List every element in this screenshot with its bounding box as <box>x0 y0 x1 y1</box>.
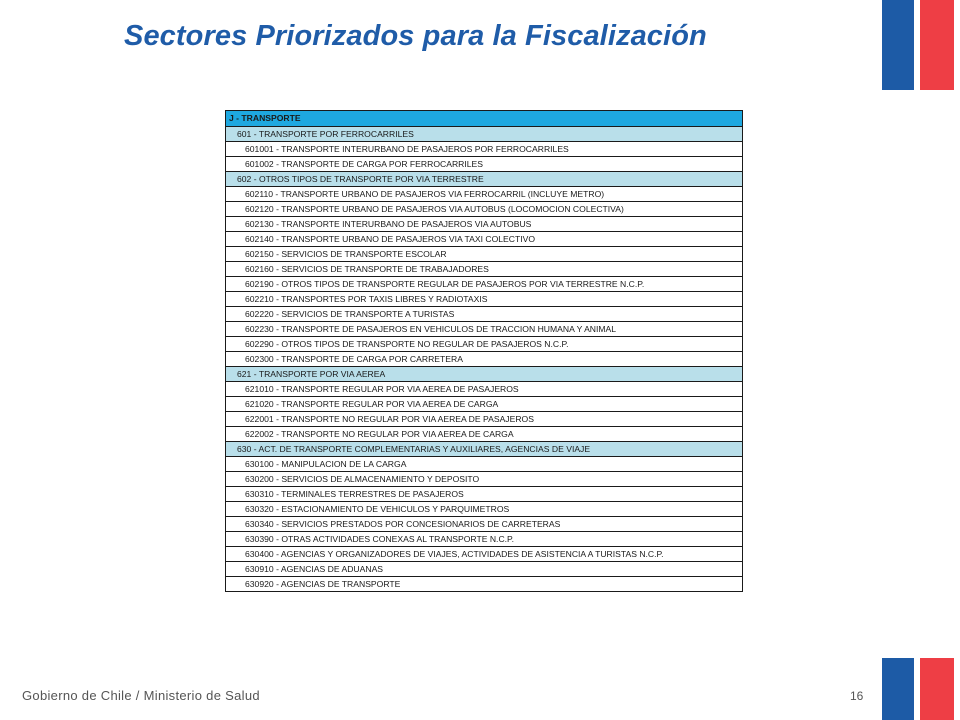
table-row-item: 630400 - AGENCIAS Y ORGANIZADORES DE VIAJES, ACTIVIDADES DE ASISTENCIA A TURISTAS N.C.P. <box>226 546 742 561</box>
table-row-item: 630200 - SERVICIOS DE ALMACENAMIENTO Y DEPOSITO <box>226 471 742 486</box>
table-row-group: 601 - TRANSPORTE POR FERROCARRILES <box>226 126 742 141</box>
table-row-item: 621020 - TRANSPORTE REGULAR POR VIA AEREA DE CARGA <box>226 396 742 411</box>
table-row-item: 602210 - TRANSPORTES POR TAXIS LIBRES Y RADIOTAXIS <box>226 291 742 306</box>
table-row-group: 602 - OTROS TIPOS DE TRANSPORTE POR VIA TERRESTRE <box>226 171 742 186</box>
table-row-item: 630910 - AGENCIAS DE ADUANAS <box>226 561 742 576</box>
flag-blue-stripe <box>882 658 914 720</box>
sector-table <box>225 110 743 592</box>
table-row-item: 622002 - TRANSPORTE NO REGULAR POR VIA AEREA DE CARGA <box>226 426 742 441</box>
page-title: Sectores Priorizados para la Fiscalización <box>124 20 707 52</box>
table-row-item: 630320 - ESTACIONAMIENTO DE VEHICULOS Y PARQUIMETROS <box>226 501 742 516</box>
table-row-group: 621 - TRANSPORTE POR VIA AEREA <box>226 366 742 381</box>
table-row-item: 630340 - SERVICIOS PRESTADOS POR CONCESIONARIOS DE CARRETERAS <box>226 516 742 531</box>
table-row-item: 602110 - TRANSPORTE URBANO DE PASAJEROS VIA FERROCARRIL (INCLUYE METRO) <box>226 186 742 201</box>
page-number: 16 <box>850 689 864 703</box>
flag-red-stripe <box>920 658 954 720</box>
table-row-item: 602140 - TRANSPORTE URBANO DE PASAJEROS VIA TAXI COLECTIVO <box>226 231 742 246</box>
table-row-item: 630390 - OTRAS ACTIVIDADES CONEXAS AL TRANSPORTE N.C.P. <box>226 531 742 546</box>
table-row-item: 630100 - MANIPULACION DE LA CARGA <box>226 456 742 471</box>
flag-blue-stripe <box>882 0 914 90</box>
table-row-item: 602300 - TRANSPORTE DE CARGA POR CARRETERA <box>226 351 742 366</box>
flag-logo-top <box>882 0 960 90</box>
flag-logo-bottom <box>882 658 960 720</box>
table-row-item: 602290 - OTROS TIPOS DE TRANSPORTE NO REGULAR DE PASAJEROS N.C.P. <box>226 336 742 351</box>
table-row-item: 602150 - SERVICIOS DE TRANSPORTE ESCOLAR <box>226 246 742 261</box>
table-row-item: 621010 - TRANSPORTE REGULAR POR VIA AEREA DE PASAJEROS <box>226 381 742 396</box>
table-row-item: 602120 - TRANSPORTE URBANO DE PASAJEROS VIA AUTOBUS (LOCOMOCION COLECTIVA) <box>226 201 742 216</box>
table-row-item: 630310 - TERMINALES TERRESTRES DE PASAJEROS <box>226 486 742 501</box>
table-row-item: 602220 - SERVICIOS DE TRANSPORTE A TURISTAS <box>226 306 742 321</box>
table-row-item: 601002 - TRANSPORTE DE CARGA POR FERROCARRILES <box>226 156 742 171</box>
footer-text: Gobierno de Chile / Ministerio de Salud <box>22 688 260 703</box>
table-row-item: 622001 - TRANSPORTE NO REGULAR POR VIA AEREA DE PASAJEROS <box>226 411 742 426</box>
table-row-item: 601001 - TRANSPORTE INTERURBANO DE PASAJEROS POR FERROCARRILES <box>226 141 742 156</box>
table-row-sector: J - TRANSPORTE <box>226 111 742 126</box>
table-row-item: 602160 - SERVICIOS DE TRANSPORTE DE TRABAJADORES <box>226 261 742 276</box>
table-row-item: 602190 - OTROS TIPOS DE TRANSPORTE REGULAR DE PASAJEROS POR VIA TERRESTRE N.C.P. <box>226 276 742 291</box>
table-row-item: 602230 - TRANSPORTE DE PASAJEROS EN VEHICULOS DE TRACCION HUMANA Y ANIMAL <box>226 321 742 336</box>
table-row-item: 630920 - AGENCIAS DE TRANSPORTE <box>226 576 742 591</box>
table-row-group: 630 - ACT. DE TRANSPORTE COMPLEMENTARIAS Y AUXILIARES, AGENCIAS DE VIAJE <box>226 441 742 456</box>
table-row-item: 602130 - TRANSPORTE INTERURBANO DE PASAJEROS VIA AUTOBUS <box>226 216 742 231</box>
flag-red-stripe <box>920 0 954 90</box>
